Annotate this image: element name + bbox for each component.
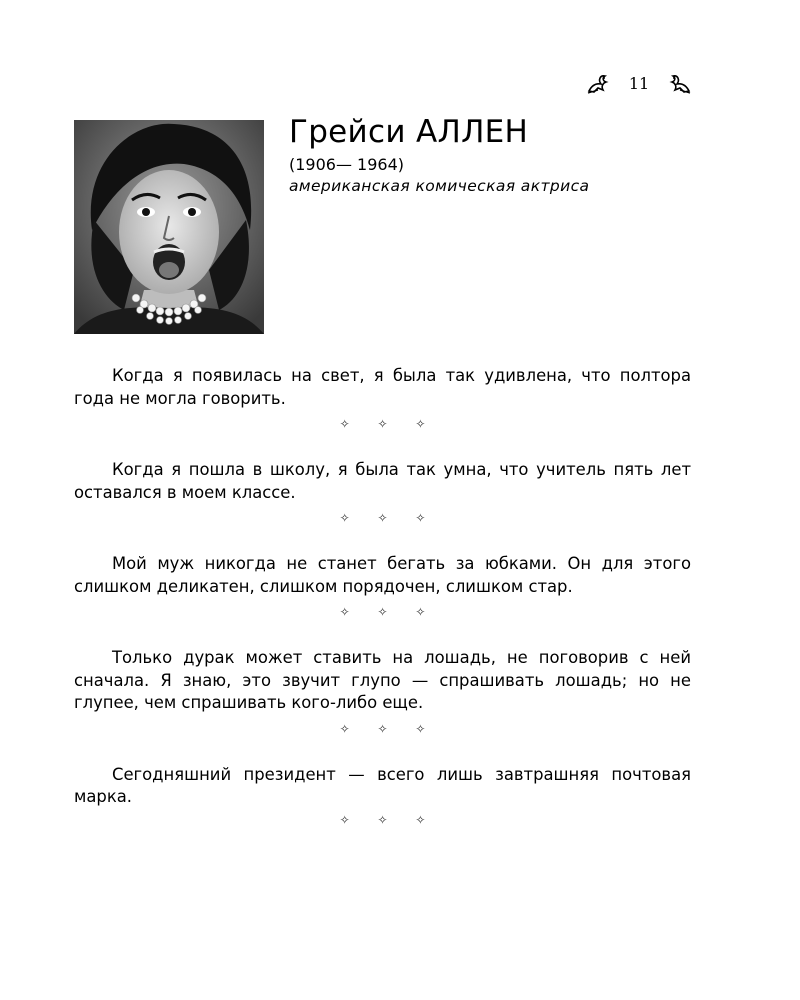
quote-5: Сегодняшний президент — всего лишь завтрашняя почтовая марка. <box>74 764 691 806</box>
page-number: 11 <box>628 73 650 93</box>
separator-ornament: ✧ ✧ ✧ <box>339 417 438 431</box>
author-header <box>289 112 709 196</box>
quote-2: Когда я пошла в школу, я была так умна, что учитель пять лет оставался в моем классе. <box>74 460 691 502</box>
author-description: американская комическая актриса <box>289 177 590 195</box>
quotes-section <box>74 365 691 827</box>
author-years: (1906— 1964) <box>289 155 405 174</box>
woman-portrait-image <box>74 120 264 334</box>
portrait-photo <box>74 120 264 334</box>
bird-ornament-left-icon <box>586 71 612 95</box>
author-name: Грейси АЛЛЕН <box>289 114 529 150</box>
bird-ornament-right-icon <box>666 71 692 95</box>
quote-4: Только дурак может ставить на лошадь, не поговорив с ней сначала. Я знаю, это звучит глупо — спрашивать лошадь; но не глупее, чем спрашивать кого-либо еще. <box>74 648 691 712</box>
quote-3: Мой муж никогда не станет бегать за юбками. Он для этого слишком деликатен, слишком порядочен, слишком стар. <box>74 554 691 596</box>
quote-1: Когда я появилась на свет, я была так удивлена, что полтора года не могла говорить. <box>74 366 691 408</box>
separator-ornament: ✧ ✧ ✧ <box>339 721 438 736</box>
separator-ornament: ✧ ✧ ✧ <box>339 511 438 525</box>
page-number-ornament <box>586 70 692 96</box>
separator-ornament: ✧ ✧ ✧ <box>339 605 438 619</box>
separator-ornament: ✧ ✧ ✧ <box>339 812 438 827</box>
